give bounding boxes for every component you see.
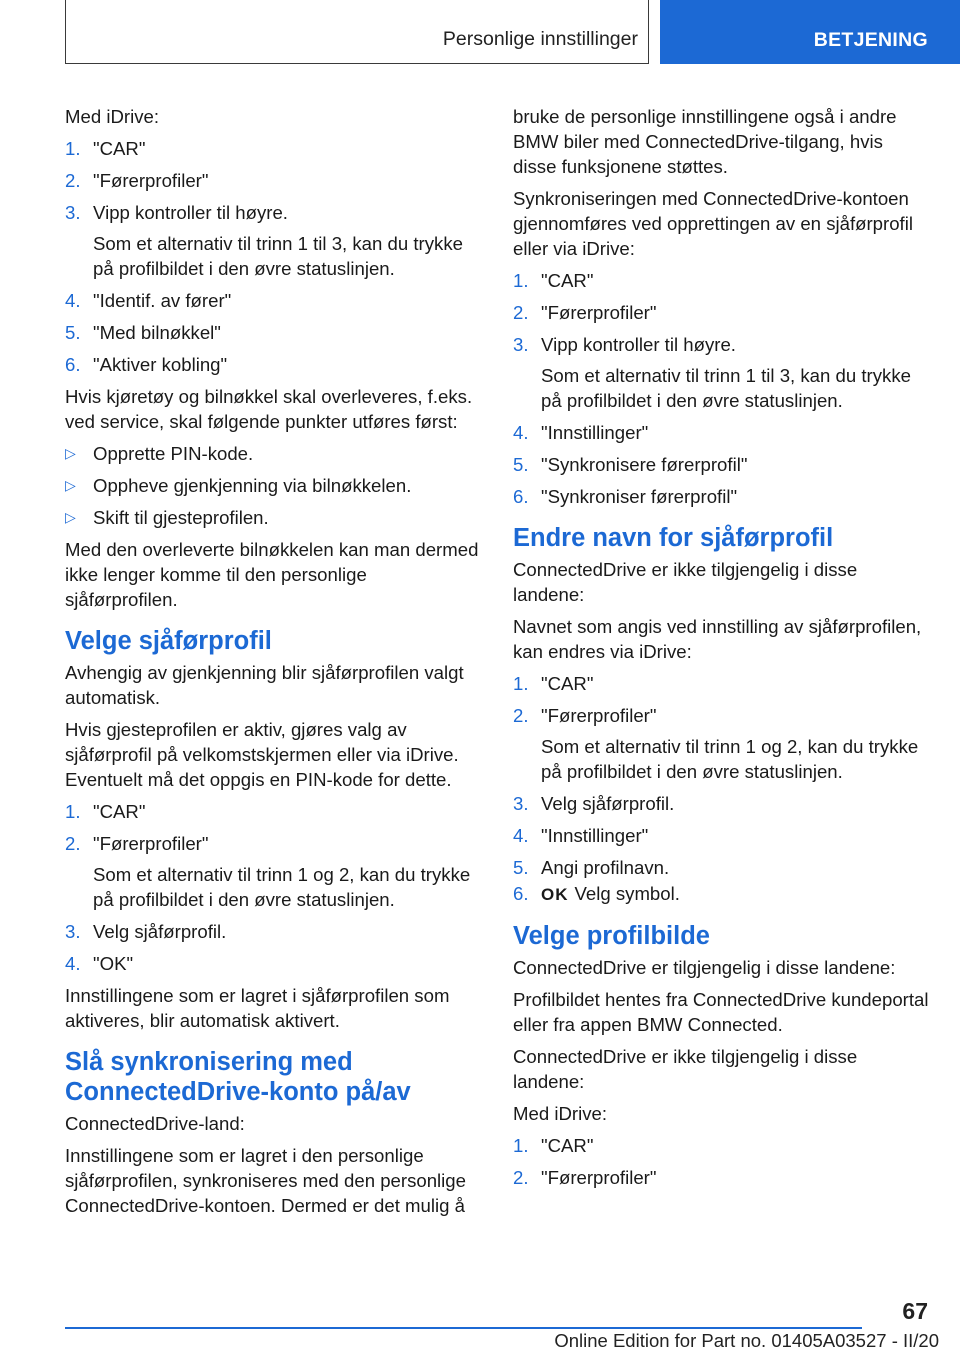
paragraph: ConnectedDrive er tilgjengelig i disse landene: <box>513 957 896 978</box>
list-item <box>65 352 483 377</box>
step-note: Som et alternativ til trinn 1 til 3, kan du trykke på profilbildet i den øvre statuslinjen. <box>93 233 463 279</box>
section-heading: Velge sjåførprofil <box>65 627 272 655</box>
list-item <box>513 1165 931 1190</box>
step-number: 2. <box>513 1167 529 1188</box>
list-item <box>513 420 931 445</box>
list-item <box>65 441 483 466</box>
list-item <box>513 332 931 413</box>
paragraph: Synkroniseringen med ConnectedDrive-kontoen gjennomføres ved opprettingen av en sjåførprofil eller via iDrive: <box>513 188 913 259</box>
step-number: 3. <box>65 921 81 942</box>
list-item <box>65 168 483 193</box>
step-text: "CAR" <box>93 138 146 159</box>
step-number: 4. <box>513 422 529 443</box>
step-text: "CAR" <box>541 270 594 291</box>
section-heading: Slå synkronisering med ConnectedDrive-konto på/av <box>65 1048 411 1106</box>
paragraph: Profilbildet hentes fra ConnectedDrive kundeportal eller fra appen BMW Connected. <box>513 989 929 1035</box>
step-text: "Førerprofiler" <box>541 1167 657 1188</box>
list-item <box>513 823 931 848</box>
step-text: Vipp kontroller til høyre. <box>93 202 288 223</box>
bullet-text: Oppheve gjenkjenning via bilnøkkelen. <box>93 475 412 496</box>
bullet-triangle-icon: ▷ <box>65 477 76 493</box>
step-number: 1. <box>65 138 81 159</box>
step-text: "CAR" <box>541 1135 594 1156</box>
step-text: "Synkroniser førerprofil" <box>541 486 738 507</box>
step-text: "Identif. av fører" <box>93 290 232 311</box>
right-column <box>513 104 931 1197</box>
paragraph: Innstillingene som er lagret i den personlige sjåførprofilen, synkroniseres med den personlige ConnectedDrive-kontoen. Dermed er det mulig å <box>65 1145 466 1216</box>
paragraph: Avhengig av gjenkjenning blir sjåførprofilen valgt automatisk. <box>65 662 464 708</box>
list-item <box>513 1133 931 1158</box>
step-number: 2. <box>65 170 81 191</box>
bullet-text: Skift til gjesteprofilen. <box>93 507 269 528</box>
step-number: 1. <box>513 1135 529 1156</box>
header-chapter-title: BETJENING <box>813 29 928 51</box>
step-text: Velg sjåførprofil. <box>541 793 675 814</box>
step-text: Velg symbol. <box>574 883 680 904</box>
step-number: 5. <box>513 857 529 878</box>
step-text: "Innstillinger" <box>541 422 649 443</box>
header-section-tab <box>65 0 649 64</box>
step-text: "Synkronisere førerprofil" <box>541 454 748 475</box>
list-item <box>65 505 483 530</box>
steps-list <box>513 1133 931 1190</box>
step-number: 1. <box>65 801 81 822</box>
bullet-triangle-icon: ▷ <box>65 509 76 525</box>
paragraph: ConnectedDrive er ikke tilgjengelig i disse landene: <box>513 1046 858 1092</box>
list-item <box>65 473 483 498</box>
bullet-triangle-icon: ▷ <box>65 445 76 461</box>
step-note: Som et alternativ til trinn 1 og 2, kan du trykke på profilbildet i den øvre statuslinjen. <box>541 736 919 782</box>
list-item <box>65 831 483 912</box>
step-number: 6. <box>65 354 81 375</box>
step-text: "Aktiver kobling" <box>93 354 228 375</box>
step-text: "Førerprofiler" <box>541 705 657 726</box>
step-number: 3. <box>513 793 529 814</box>
list-item <box>65 320 483 345</box>
list-item <box>513 855 931 880</box>
list-item <box>65 136 483 161</box>
section-heading: Velge profilbilde <box>513 922 710 950</box>
paragraph: Navnet som angis ved innstilling av sjåførprofilen, kan endres via iDrive: <box>513 616 922 662</box>
step-number: 5. <box>65 322 81 343</box>
paragraph: Med iDrive: <box>513 1103 608 1124</box>
step-number: 6. <box>513 883 529 904</box>
header-section-title: Personlige innstillinger <box>442 28 638 50</box>
paragraph: Med den overleverte bilnøkkelen kan man dermed ikke lenger komme til den personlige sjåførprofilen. <box>65 539 479 610</box>
steps-list <box>513 671 931 880</box>
steps-list <box>65 799 483 976</box>
paragraph: Hvis kjøretøy og bilnøkkel skal overleveres, f.eks. ved service, skal følgende punkter utføres først: <box>65 386 473 432</box>
steps-list <box>513 881 931 907</box>
list-item <box>513 671 931 696</box>
step-text: "CAR" <box>93 801 146 822</box>
list-item <box>65 951 483 976</box>
step-number: 1. <box>513 673 529 694</box>
list-item <box>65 288 483 313</box>
ok-icon: OK <box>541 885 569 904</box>
list-item <box>513 484 931 509</box>
step-number: 2. <box>513 302 529 323</box>
steps-list <box>65 136 483 377</box>
step-text: Velg sjåførprofil. <box>93 921 227 942</box>
step-note: Som et alternativ til trinn 1 til 3, kan du trykke på profilbildet i den øvre statuslinjen. <box>541 365 911 411</box>
step-text: Vipp kontroller til høyre. <box>541 334 736 355</box>
list-item <box>513 791 931 816</box>
list-item <box>65 200 483 281</box>
paragraph: Hvis gjesteprofilen er aktiv, gjøres valg av sjåførprofil på velkomstskjermen eller via iDrive. Eventuelt må det oppgis en PIN-kode for dette. <box>65 719 459 790</box>
step-text: "Førerprofiler" <box>93 833 209 854</box>
step-text: "CAR" <box>541 673 594 694</box>
list-item <box>65 799 483 824</box>
list-item <box>513 268 931 293</box>
step-text: "OK" <box>93 953 134 974</box>
bullet-list <box>65 441 483 530</box>
step-number: 4. <box>65 953 81 974</box>
step-text: Angi profilnavn. <box>541 857 670 878</box>
step-number: 4. <box>65 290 81 311</box>
bullet-text: Opprette PIN-kode. <box>93 443 254 464</box>
step-number: 5. <box>513 454 529 475</box>
step-text: "Førerprofiler" <box>541 302 657 323</box>
paragraph: ConnectedDrive-land: <box>65 1113 245 1134</box>
list-item <box>65 919 483 944</box>
footer-edition: Online Edition for Part no. 01405A03527 - II/20 <box>554 1330 939 1351</box>
step-number: 6. <box>513 486 529 507</box>
step-number: 4. <box>513 825 529 846</box>
step-text: "Med bilnøkkel" <box>93 322 221 343</box>
left-column <box>65 104 483 1225</box>
step-number: 2. <box>65 833 81 854</box>
step-number: 2. <box>513 705 529 726</box>
list-item <box>513 300 931 325</box>
paragraph: Med iDrive: <box>65 106 160 127</box>
section-heading: Endre navn for sjåførprofil <box>513 524 834 552</box>
step-note: Som et alternativ til trinn 1 og 2, kan du trykke på profilbildet i den øvre statuslinjen. <box>93 864 471 910</box>
list-item <box>513 452 931 477</box>
paragraph: bruke de personlige innstillingene også i andre BMW biler med ConnectedDrive-tilgang, hvis disse funksjonene støttes. <box>513 106 897 177</box>
paragraph: ConnectedDrive er ikke tilgjengelig i disse landene: <box>513 559 858 605</box>
paragraph: Innstillingene som er lagret i sjåførprofilen som aktiveres, blir automatisk aktivert. <box>65 985 450 1031</box>
step-number: 1. <box>513 270 529 291</box>
step-number: 3. <box>513 334 529 355</box>
step-text: "Førerprofiler" <box>93 170 209 191</box>
list-item <box>513 703 931 784</box>
list-item <box>513 881 931 907</box>
footer-divider <box>65 1327 862 1329</box>
header-chapter-tab <box>660 0 960 64</box>
page-number: 67 <box>902 1298 928 1324</box>
step-number: 3. <box>65 202 81 223</box>
steps-list <box>513 268 931 509</box>
step-text: "Innstillinger" <box>541 825 649 846</box>
